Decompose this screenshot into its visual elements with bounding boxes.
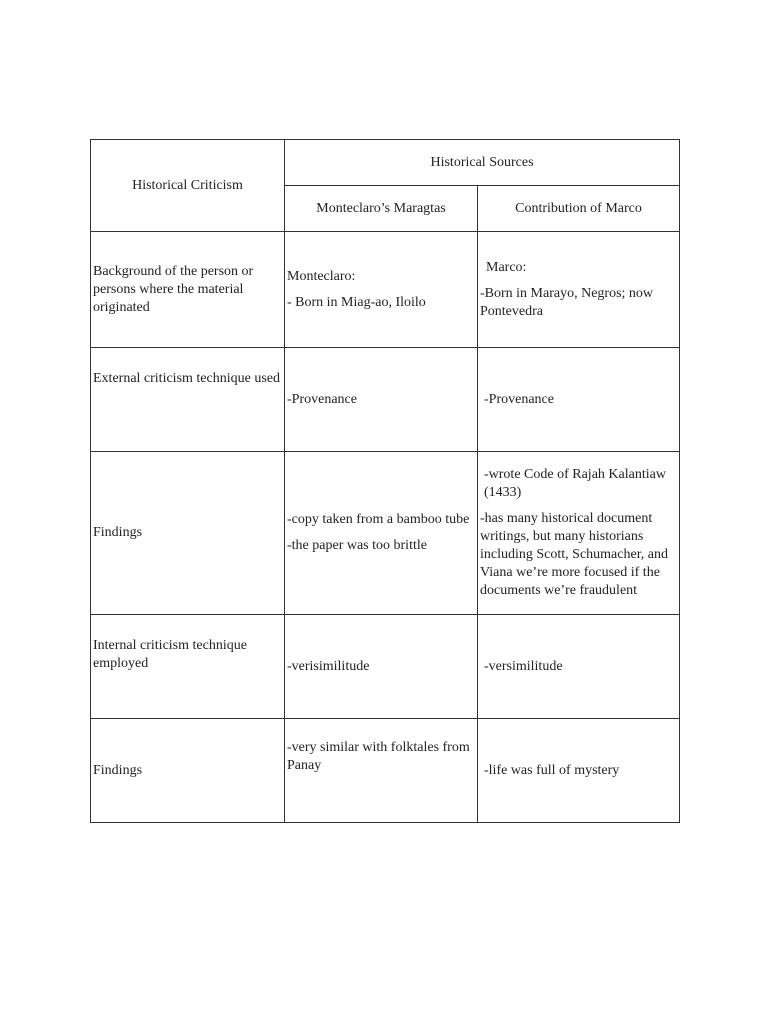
marco-cell bbox=[478, 348, 680, 452]
cell-text: -life was full of mystery bbox=[484, 762, 620, 778]
marco-cell bbox=[478, 232, 680, 348]
cell-text: -Provenance bbox=[287, 391, 357, 407]
cell-text: -Provenance bbox=[484, 391, 554, 407]
monteclaro-cell bbox=[285, 452, 478, 615]
criterion-cell: Background of the person or persons where the material originated bbox=[91, 232, 285, 348]
table-row bbox=[91, 719, 680, 823]
cell-text: -Born in Marayo, Negros; now Pontevedra bbox=[480, 285, 654, 319]
cell-text: Marco: bbox=[486, 259, 527, 275]
cell-text: -copy taken from a bamboo tube bbox=[287, 512, 470, 527]
marco-cell bbox=[478, 615, 680, 719]
header-monteclaro-maragtas: Monteclaro’s Maragtas bbox=[285, 186, 478, 232]
criterion-cell: Findings bbox=[91, 452, 285, 615]
header-row bbox=[91, 140, 680, 186]
monteclaro-cell bbox=[285, 719, 478, 823]
cell-text: -the paper was too brittle bbox=[287, 538, 427, 553]
table-row bbox=[91, 232, 680, 348]
table-row bbox=[91, 348, 680, 452]
monteclaro-cell bbox=[285, 615, 478, 719]
cell-text: -has many historical document writings, but many historians including Scott, Schumacher, and Viana we’re more focused if the documents we’re fraudulent bbox=[480, 511, 669, 598]
header-historical-sources: Historical Sources bbox=[285, 140, 680, 186]
monteclaro-cell bbox=[285, 348, 478, 452]
criterion-cell: External criticism technique used bbox=[91, 348, 285, 452]
header-historical-criticism: Historical Criticism bbox=[91, 140, 285, 232]
header-contribution-of-marco: Contribution of Marco bbox=[478, 186, 680, 232]
cell-text: -verisimilitude bbox=[287, 658, 370, 674]
marco-cell bbox=[478, 719, 680, 823]
marco-cell bbox=[478, 452, 680, 615]
historical-criticism-table bbox=[90, 139, 680, 823]
cell-text: Monteclaro: bbox=[287, 268, 356, 284]
cell-text: -versimilitude bbox=[484, 658, 563, 674]
monteclaro-cell bbox=[285, 232, 478, 348]
criterion-cell: Findings bbox=[91, 719, 285, 823]
cell-text: -very similar with folktales from Panay bbox=[287, 740, 470, 773]
table-row bbox=[91, 452, 680, 615]
table-row bbox=[91, 615, 680, 719]
criterion-cell: Internal criticism technique employed bbox=[91, 615, 285, 719]
cell-text: -wrote Code of Rajah Kalantiaw (1433) bbox=[484, 467, 666, 500]
cell-text: - Born in Miag-ao, Iloilo bbox=[287, 294, 426, 310]
